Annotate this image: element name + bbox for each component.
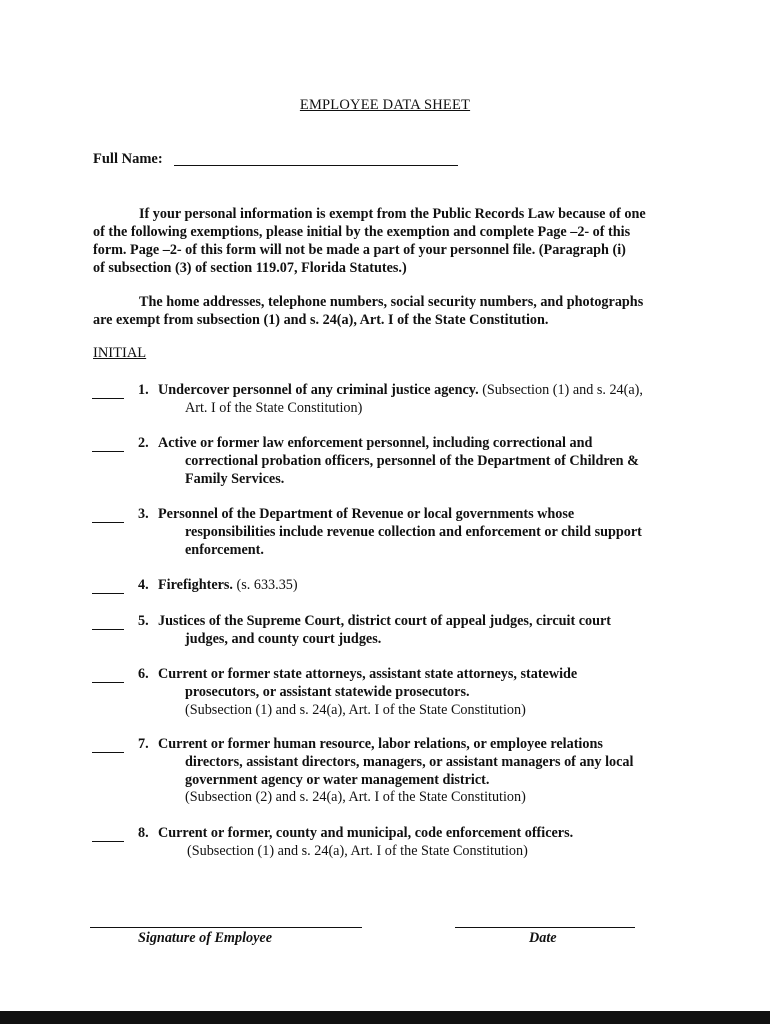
intro-line: If your personal information is exempt from the Public Records Law because of one: [139, 206, 646, 222]
intro-line: form. Page –2- of this form will not be made a part of your personnel file. (Paragraph (i): [93, 242, 626, 258]
item-number: 5.: [138, 613, 149, 629]
document-title: EMPLOYEE DATA SHEET: [299, 97, 471, 113]
initial-blank-4[interactable]: [92, 593, 124, 594]
intro-paragraph: [93, 205, 693, 277]
exemption-item-4: [138, 577, 698, 595]
item-text: judges, and county court judges.: [185, 630, 382, 647]
item-number: 7.: [138, 736, 149, 752]
intro-line: of subsection (3) of section 119.07, Florida Statutes.): [93, 260, 407, 276]
exemption-item-6: [138, 666, 698, 719]
exemption-item-8: [138, 825, 698, 861]
item-text: Current or former state attorneys, assistant state attorneys, statewide: [158, 666, 578, 682]
exemption-item-3: [138, 506, 698, 559]
item-number: 1.: [138, 382, 149, 398]
item-text: directors, assistant directors, managers, or assistant managers of any local: [185, 753, 634, 770]
initial-blank-3[interactable]: [92, 522, 124, 523]
item-text: Firefighters.: [158, 577, 233, 593]
exempt-line: are exempt from subsection (1) and s. 24(a), Art. I of the State Constitution.: [93, 312, 549, 328]
exempt-paragraph: [93, 293, 693, 329]
date-field[interactable]: [455, 927, 635, 928]
item-text: Active or former law enforcement personnel, including correctional and: [158, 435, 593, 451]
signature-label: Signature of Employee: [138, 930, 272, 946]
initial-blank-1[interactable]: [92, 398, 124, 399]
item-citation: (Subsection (1) and s. 24(a), Art. I of the State Constitution): [185, 701, 526, 718]
signature-field[interactable]: [90, 927, 362, 928]
item-citation: (Subsection (2) and s. 24(a), Art. I of the State Constitution): [185, 789, 526, 806]
exempt-line: The home addresses, telephone numbers, social security numbers, and photographs: [139, 294, 644, 310]
item-number: 4.: [138, 577, 149, 593]
initial-heading: INITIAL: [93, 345, 147, 361]
item-citation: Art. I of the State Constitution): [185, 399, 363, 416]
date-label: Date: [529, 930, 557, 946]
item-text: Family Services.: [185, 470, 285, 487]
exemption-item-5: [138, 613, 698, 649]
item-text: Current or former, county and municipal, code enforcement officers.: [158, 825, 574, 841]
item-text: Justices of the Supreme Court, district court of appeal judges, circuit court: [158, 613, 612, 629]
item-text: responsibilities include revenue collection and enforcement or child support: [185, 523, 642, 540]
item-text: Current or former human resource, labor relations, or employee relations: [158, 736, 603, 752]
item-number: 8.: [138, 825, 149, 841]
exemption-item-1: [138, 382, 698, 418]
full-name-label: Full Name:: [93, 151, 163, 167]
exemption-item-2: [138, 435, 698, 488]
item-text: government agency or water management district.: [185, 771, 490, 788]
item-number: 6.: [138, 666, 149, 682]
item-text: prosecutors, or assistant statewide prosecutors.: [185, 683, 470, 700]
initial-blank-6[interactable]: [92, 682, 124, 683]
initial-blank-8[interactable]: [92, 841, 124, 842]
item-number: 3.: [138, 506, 149, 522]
scan-edge-bar: [0, 1011, 770, 1024]
initial-blank-2[interactable]: [92, 451, 124, 452]
item-text: correctional probation officers, personnel of the Department of Children &: [185, 452, 639, 469]
initial-blank-7[interactable]: [92, 752, 124, 753]
initial-blank-5[interactable]: [92, 629, 124, 630]
item-text: Undercover personnel of any criminal justice agency.: [158, 382, 479, 398]
intro-line: of the following exemptions, please initial by the exemption and complete Page –2- of this: [93, 224, 631, 240]
exemption-item-7: [138, 736, 698, 807]
item-citation: (Subsection (1) and s. 24(a), Art. I of the State Constitution): [187, 842, 528, 859]
item-text: Personnel of the Department of Revenue or local governments whose: [158, 506, 575, 522]
item-text: enforcement.: [185, 541, 264, 558]
item-number: 2.: [138, 435, 149, 451]
full-name-field[interactable]: [174, 165, 458, 166]
item-citation: (s. 633.35): [232, 577, 298, 593]
item-citation: (Subsection (1) and s. 24(a),: [478, 382, 643, 398]
